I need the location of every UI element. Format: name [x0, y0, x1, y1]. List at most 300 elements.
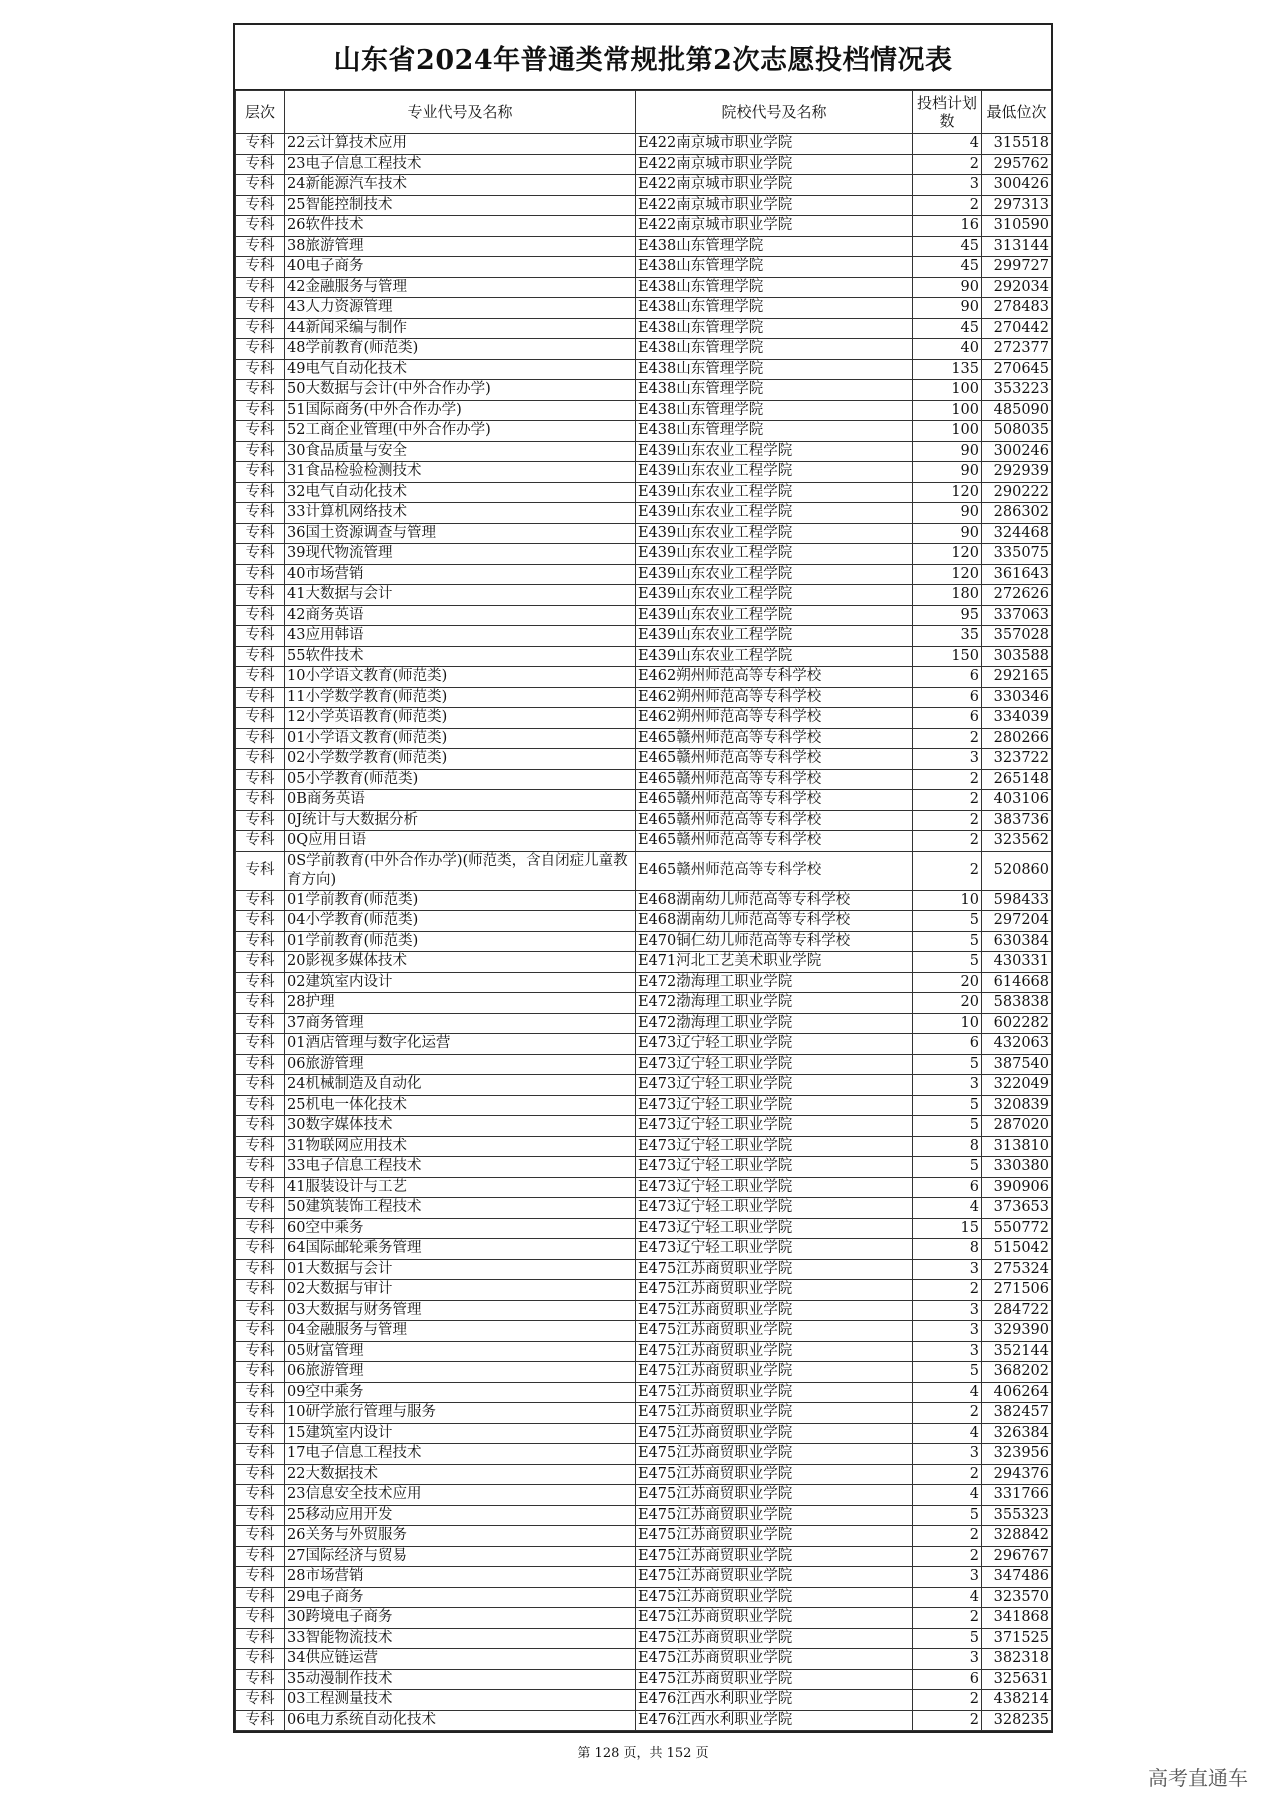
cell-major: 42商务英语	[285, 605, 636, 626]
cell-level: 专科	[236, 1546, 285, 1567]
cell-min-rank: 313144	[982, 236, 1052, 257]
cell-plan: 2	[913, 810, 982, 831]
cell-major: 06旅游管理	[285, 1054, 636, 1075]
cell-level: 专科	[236, 1362, 285, 1383]
cell-level: 专科	[236, 952, 285, 973]
table-row	[236, 1649, 1052, 1670]
cell-level: 专科	[236, 749, 285, 770]
cell-school: E473辽宁轻工职业学院	[636, 1095, 913, 1116]
cell-school: E439山东农业工程学院	[636, 482, 913, 503]
table-row	[236, 1116, 1052, 1137]
table-row	[236, 339, 1052, 360]
cell-min-rank: 355323	[982, 1505, 1052, 1526]
cell-level: 专科	[236, 318, 285, 339]
cell-level: 专科	[236, 154, 285, 175]
cell-plan: 4	[913, 1423, 982, 1444]
cell-plan: 4	[913, 1587, 982, 1608]
cell-plan: 3	[913, 1567, 982, 1588]
cell-min-rank: 614668	[982, 972, 1052, 993]
cell-min-rank: 368202	[982, 1362, 1052, 1383]
cell-plan: 2	[913, 1464, 982, 1485]
cell-plan: 5	[913, 931, 982, 952]
header-min-rank: 最低位次	[982, 91, 1052, 134]
cell-plan: 5	[913, 1095, 982, 1116]
table-row	[236, 1034, 1052, 1055]
cell-level: 专科	[236, 277, 285, 298]
cell-plan: 2	[913, 1710, 982, 1731]
cell-min-rank: 329390	[982, 1321, 1052, 1342]
table-row	[236, 1136, 1052, 1157]
cell-major: 03大数据与财务管理	[285, 1300, 636, 1321]
cell-major: 43人力资源管理	[285, 298, 636, 319]
cell-school: E475江苏商贸职业学院	[636, 1259, 913, 1280]
table-row	[236, 585, 1052, 606]
cell-min-rank: 310590	[982, 216, 1052, 237]
cell-plan: 10	[913, 1013, 982, 1034]
table-row	[236, 1403, 1052, 1424]
cell-level: 专科	[236, 1116, 285, 1137]
admission-table-sheet	[233, 23, 1053, 1733]
cell-plan: 90	[913, 523, 982, 544]
cell-school: E462朔州师范高等专科学校	[636, 687, 913, 708]
cell-plan: 120	[913, 482, 982, 503]
cell-major: 30食品质量与安全	[285, 441, 636, 462]
cell-level: 专科	[236, 1054, 285, 1075]
cell-major: 02建筑室内设计	[285, 972, 636, 993]
cell-school: E439山东农业工程学院	[636, 544, 913, 565]
cell-plan: 40	[913, 339, 982, 360]
cell-plan: 8	[913, 1239, 982, 1260]
cell-major: 33计算机网络技术	[285, 503, 636, 524]
cell-major: 12小学英语教育(师范类)	[285, 708, 636, 729]
table-row	[236, 216, 1052, 237]
cell-level: 专科	[236, 585, 285, 606]
cell-plan: 95	[913, 605, 982, 626]
cell-level: 专科	[236, 1526, 285, 1547]
cell-major: 33电子信息工程技术	[285, 1157, 636, 1178]
cell-plan: 5	[913, 1116, 982, 1137]
cell-min-rank: 406264	[982, 1382, 1052, 1403]
cell-min-rank: 520860	[982, 851, 1052, 890]
cell-min-rank: 292034	[982, 277, 1052, 298]
table-row	[236, 1239, 1052, 1260]
table-row	[236, 851, 1052, 890]
table-row	[236, 1444, 1052, 1465]
cell-major: 10小学语文教育(师范类)	[285, 667, 636, 688]
cell-level: 专科	[236, 1239, 285, 1260]
table-row	[236, 544, 1052, 565]
cell-plan: 15	[913, 1218, 982, 1239]
cell-min-rank: 313810	[982, 1136, 1052, 1157]
cell-level: 专科	[236, 605, 285, 626]
cell-major: 49电气自动化技术	[285, 359, 636, 380]
cell-min-rank: 299727	[982, 257, 1052, 278]
cell-level: 专科	[236, 831, 285, 852]
cell-min-rank: 292939	[982, 462, 1052, 483]
table-row	[236, 1075, 1052, 1096]
cell-level: 专科	[236, 257, 285, 278]
cell-min-rank: 602282	[982, 1013, 1052, 1034]
cell-school: E473辽宁轻工职业学院	[636, 1239, 913, 1260]
cell-plan: 90	[913, 503, 982, 524]
cell-school: E438山东管理学院	[636, 421, 913, 442]
cell-major: 0B商务英语	[285, 790, 636, 811]
table-row	[236, 1157, 1052, 1178]
table-row	[236, 993, 1052, 1014]
cell-min-rank: 630384	[982, 931, 1052, 952]
cell-level: 专科	[236, 1710, 285, 1731]
cell-min-rank: 325631	[982, 1669, 1052, 1690]
cell-min-rank: 275324	[982, 1259, 1052, 1280]
table-row	[236, 564, 1052, 585]
cell-level: 专科	[236, 931, 285, 952]
table-row	[236, 421, 1052, 442]
cell-school: E438山东管理学院	[636, 400, 913, 421]
cell-major: 11小学数学教育(师范类)	[285, 687, 636, 708]
table-row	[236, 1054, 1052, 1075]
cell-level: 专科	[236, 993, 285, 1014]
cell-level: 专科	[236, 687, 285, 708]
cell-school: E476江西水利职业学院	[636, 1710, 913, 1731]
cell-major: 30跨境电子商务	[285, 1608, 636, 1629]
cell-plan: 3	[913, 1444, 982, 1465]
cell-school: E473辽宁轻工职业学院	[636, 1218, 913, 1239]
cell-school: E475江苏商贸职业学院	[636, 1587, 913, 1608]
cell-level: 专科	[236, 1464, 285, 1485]
cell-major: 39现代物流管理	[285, 544, 636, 565]
cell-school: E438山东管理学院	[636, 359, 913, 380]
cell-level: 专科	[236, 1444, 285, 1465]
cell-level: 专科	[236, 972, 285, 993]
cell-major: 09空中乘务	[285, 1382, 636, 1403]
table-row	[236, 890, 1052, 911]
cell-min-rank: 287020	[982, 1116, 1052, 1137]
cell-min-rank: 270645	[982, 359, 1052, 380]
table-row	[236, 728, 1052, 749]
cell-level: 专科	[236, 626, 285, 647]
cell-plan: 20	[913, 993, 982, 1014]
cell-school: E439山东农业工程学院	[636, 462, 913, 483]
cell-level: 专科	[236, 523, 285, 544]
cell-school: E422南京城市职业学院	[636, 154, 913, 175]
cell-school: E465赣州师范高等专科学校	[636, 749, 913, 770]
cell-school: E475江苏商贸职业学院	[636, 1669, 913, 1690]
cell-school: E470铜仁幼儿师范高等专科学校	[636, 931, 913, 952]
table-row	[236, 749, 1052, 770]
cell-min-rank: 265148	[982, 769, 1052, 790]
cell-level: 专科	[236, 1075, 285, 1096]
cell-major: 34供应链运营	[285, 1649, 636, 1670]
cell-plan: 2	[913, 769, 982, 790]
cell-plan: 2	[913, 1526, 982, 1547]
table-row	[236, 769, 1052, 790]
cell-major: 28护理	[285, 993, 636, 1014]
cell-plan: 5	[913, 1054, 982, 1075]
table-row	[236, 1198, 1052, 1219]
table-row	[236, 1505, 1052, 1526]
cell-major: 41大数据与会计	[285, 585, 636, 606]
cell-major: 04小学教育(师范类)	[285, 911, 636, 932]
cell-min-rank: 323562	[982, 831, 1052, 852]
header-major: 专业代号及名称	[285, 91, 636, 134]
cell-plan: 3	[913, 175, 982, 196]
cell-major: 26关务与外贸服务	[285, 1526, 636, 1547]
cell-major: 22云计算技术应用	[285, 134, 636, 155]
table-row	[236, 1485, 1052, 1506]
cell-min-rank: 271506	[982, 1280, 1052, 1301]
cell-school: E473辽宁轻工职业学院	[636, 1157, 913, 1178]
cell-min-rank: 403106	[982, 790, 1052, 811]
cell-school: E438山东管理学院	[636, 318, 913, 339]
table-row	[236, 1690, 1052, 1711]
cell-min-rank: 330346	[982, 687, 1052, 708]
cell-plan: 2	[913, 1546, 982, 1567]
cell-min-rank: 598433	[982, 890, 1052, 911]
table-row	[236, 277, 1052, 298]
cell-level: 专科	[236, 1136, 285, 1157]
cell-plan: 5	[913, 1628, 982, 1649]
cell-level: 专科	[236, 380, 285, 401]
cell-plan: 135	[913, 359, 982, 380]
cell-major: 0J统计与大数据分析	[285, 810, 636, 831]
cell-school: E439山东农业工程学院	[636, 605, 913, 626]
cell-min-rank: 430331	[982, 952, 1052, 973]
cell-min-rank: 322049	[982, 1075, 1052, 1096]
cell-major: 15建筑室内设计	[285, 1423, 636, 1444]
table-row	[236, 1177, 1052, 1198]
cell-min-rank: 352144	[982, 1341, 1052, 1362]
cell-level: 专科	[236, 482, 285, 503]
cell-school: E473辽宁轻工职业学院	[636, 1177, 913, 1198]
cell-school: E422南京城市职业学院	[636, 216, 913, 237]
cell-level: 专科	[236, 1300, 285, 1321]
table-row	[236, 911, 1052, 932]
cell-major: 43应用韩语	[285, 626, 636, 647]
table-row	[236, 790, 1052, 811]
cell-school: E475江苏商贸职业学院	[636, 1464, 913, 1485]
cell-school: E438山东管理学院	[636, 298, 913, 319]
cell-major: 0S学前教育(中外合作办学)(师范类，含自闭症儿童教育方向)	[285, 851, 636, 890]
cell-school: E465赣州师范高等专科学校	[636, 851, 913, 890]
cell-major: 05财富管理	[285, 1341, 636, 1362]
table-row	[236, 1587, 1052, 1608]
header-level: 层次	[236, 91, 285, 134]
cell-min-rank: 331766	[982, 1485, 1052, 1506]
cell-major: 51国际商务(中外合作办学)	[285, 400, 636, 421]
table-row	[236, 503, 1052, 524]
cell-plan: 2	[913, 851, 982, 890]
cell-school: E475江苏商贸职业学院	[636, 1341, 913, 1362]
cell-school: E438山东管理学院	[636, 277, 913, 298]
cell-school: E465赣州师范高等专科学校	[636, 728, 913, 749]
cell-major: 31食品检验检测技术	[285, 462, 636, 483]
table-row	[236, 931, 1052, 952]
table-row	[236, 175, 1052, 196]
cell-min-rank: 373653	[982, 1198, 1052, 1219]
cell-plan: 3	[913, 1075, 982, 1096]
cell-min-rank: 383736	[982, 810, 1052, 831]
cell-level: 专科	[236, 1587, 285, 1608]
cell-major: 24机械制造及自动化	[285, 1075, 636, 1096]
cell-level: 专科	[236, 1259, 285, 1280]
cell-level: 专科	[236, 298, 285, 319]
table-row	[236, 1628, 1052, 1649]
cell-school: E439山东农业工程学院	[636, 585, 913, 606]
cell-school: E475江苏商贸职业学院	[636, 1567, 913, 1588]
cell-plan: 2	[913, 154, 982, 175]
cell-plan: 2	[913, 790, 982, 811]
cell-major: 29电子商务	[285, 1587, 636, 1608]
cell-plan: 100	[913, 400, 982, 421]
cell-plan: 2	[913, 1280, 982, 1301]
cell-plan: 45	[913, 318, 982, 339]
cell-plan: 5	[913, 952, 982, 973]
cell-major: 0Q应用日语	[285, 831, 636, 852]
cell-level: 专科	[236, 1177, 285, 1198]
cell-min-rank: 323722	[982, 749, 1052, 770]
cell-plan: 3	[913, 749, 982, 770]
cell-level: 专科	[236, 1013, 285, 1034]
cell-level: 专科	[236, 175, 285, 196]
cell-major: 05小学教育(师范类)	[285, 769, 636, 790]
cell-school: E465赣州师范高等专科学校	[636, 769, 913, 790]
cell-level: 专科	[236, 667, 285, 688]
cell-major: 10研学旅行管理与服务	[285, 1403, 636, 1424]
table-row	[236, 1341, 1052, 1362]
cell-plan: 6	[913, 708, 982, 729]
cell-school: E439山东农业工程学院	[636, 523, 913, 544]
cell-level: 专科	[236, 1628, 285, 1649]
table-row	[236, 952, 1052, 973]
page-footer: 第 128 页，共 152 页	[577, 1746, 709, 1761]
cell-min-rank: 323570	[982, 1587, 1052, 1608]
table-row	[236, 400, 1052, 421]
cell-min-rank: 335075	[982, 544, 1052, 565]
cell-min-rank: 485090	[982, 400, 1052, 421]
cell-school: E475江苏商贸职业学院	[636, 1280, 913, 1301]
cell-school: E439山东农业工程学院	[636, 646, 913, 667]
cell-school: E468湖南幼儿师范高等专科学校	[636, 890, 913, 911]
cell-min-rank: 438214	[982, 1690, 1052, 1711]
cell-level: 专科	[236, 216, 285, 237]
cell-school: E475江苏商贸职业学院	[636, 1505, 913, 1526]
cell-min-rank: 323956	[982, 1444, 1052, 1465]
cell-major: 04金融服务与管理	[285, 1321, 636, 1342]
cell-major: 26软件技术	[285, 216, 636, 237]
cell-school: E475江苏商贸职业学院	[636, 1608, 913, 1629]
cell-level: 专科	[236, 1423, 285, 1444]
cell-school: E438山东管理学院	[636, 236, 913, 257]
header-row	[236, 91, 1052, 134]
cell-plan: 5	[913, 1362, 982, 1383]
cell-plan: 120	[913, 564, 982, 585]
table-row	[236, 359, 1052, 380]
table-row	[236, 626, 1052, 647]
page-title: 山东省2024年普通类常规批第2次志愿投档情况表	[235, 25, 1051, 90]
cell-major: 32电气自动化技术	[285, 482, 636, 503]
cell-major: 55软件技术	[285, 646, 636, 667]
table-row	[236, 1567, 1052, 1588]
table-row	[236, 1546, 1052, 1567]
table-row	[236, 298, 1052, 319]
cell-school: E472渤海理工职业学院	[636, 972, 913, 993]
cell-plan: 35	[913, 626, 982, 647]
cell-min-rank: 315518	[982, 134, 1052, 155]
cell-plan: 3	[913, 1259, 982, 1280]
cell-school: E475江苏商贸职业学院	[636, 1485, 913, 1506]
cell-school: E475江苏商贸职业学院	[636, 1403, 913, 1424]
cell-plan: 6	[913, 1034, 982, 1055]
cell-min-rank: 284722	[982, 1300, 1052, 1321]
cell-school: E465赣州师范高等专科学校	[636, 790, 913, 811]
cell-plan: 5	[913, 911, 982, 932]
cell-school: E473辽宁轻工职业学院	[636, 1198, 913, 1219]
cell-level: 专科	[236, 564, 285, 585]
cell-school: E439山东农业工程学院	[636, 441, 913, 462]
cell-major: 52工商企业管理(中外合作办学)	[285, 421, 636, 442]
cell-level: 专科	[236, 236, 285, 257]
cell-level: 专科	[236, 708, 285, 729]
cell-plan: 6	[913, 1177, 982, 1198]
table-row	[236, 257, 1052, 278]
table-row	[236, 1095, 1052, 1116]
cell-level: 专科	[236, 1218, 285, 1239]
cell-plan: 180	[913, 585, 982, 606]
cell-major: 44新闻采编与制作	[285, 318, 636, 339]
table-row	[236, 154, 1052, 175]
table-row	[236, 605, 1052, 626]
cell-plan: 2	[913, 728, 982, 749]
cell-plan: 16	[913, 216, 982, 237]
table-row	[236, 523, 1052, 544]
cell-plan: 6	[913, 1669, 982, 1690]
table-row	[236, 831, 1052, 852]
cell-min-rank: 382318	[982, 1649, 1052, 1670]
cell-major: 01学前教育(师范类)	[285, 890, 636, 911]
cell-major: 50大数据与会计(中外合作办学)	[285, 380, 636, 401]
cell-level: 专科	[236, 195, 285, 216]
table-row	[236, 1321, 1052, 1342]
cell-level: 专科	[236, 890, 285, 911]
cell-plan: 3	[913, 1649, 982, 1670]
header-school: 院校代号及名称	[636, 91, 913, 134]
cell-level: 专科	[236, 544, 285, 565]
cell-major: 35动漫制作技术	[285, 1669, 636, 1690]
cell-school: E465赣州师范高等专科学校	[636, 810, 913, 831]
cell-major: 40电子商务	[285, 257, 636, 278]
cell-level: 专科	[236, 134, 285, 155]
table-row	[236, 462, 1052, 483]
cell-min-rank: 297313	[982, 195, 1052, 216]
cell-plan: 90	[913, 462, 982, 483]
cell-level: 专科	[236, 769, 285, 790]
cell-min-rank: 326384	[982, 1423, 1052, 1444]
table-row	[236, 810, 1052, 831]
cell-plan: 2	[913, 831, 982, 852]
cell-min-rank: 286302	[982, 503, 1052, 524]
cell-level: 专科	[236, 400, 285, 421]
cell-plan: 3	[913, 1300, 982, 1321]
cell-school: E475江苏商贸职业学院	[636, 1382, 913, 1403]
cell-plan: 100	[913, 421, 982, 442]
cell-min-rank: 330380	[982, 1157, 1052, 1178]
cell-major: 31物联网应用技术	[285, 1136, 636, 1157]
table-row	[236, 1382, 1052, 1403]
cell-min-rank: 550772	[982, 1218, 1052, 1239]
cell-plan: 120	[913, 544, 982, 565]
cell-school: E473辽宁轻工职业学院	[636, 1075, 913, 1096]
cell-major: 01大数据与会计	[285, 1259, 636, 1280]
